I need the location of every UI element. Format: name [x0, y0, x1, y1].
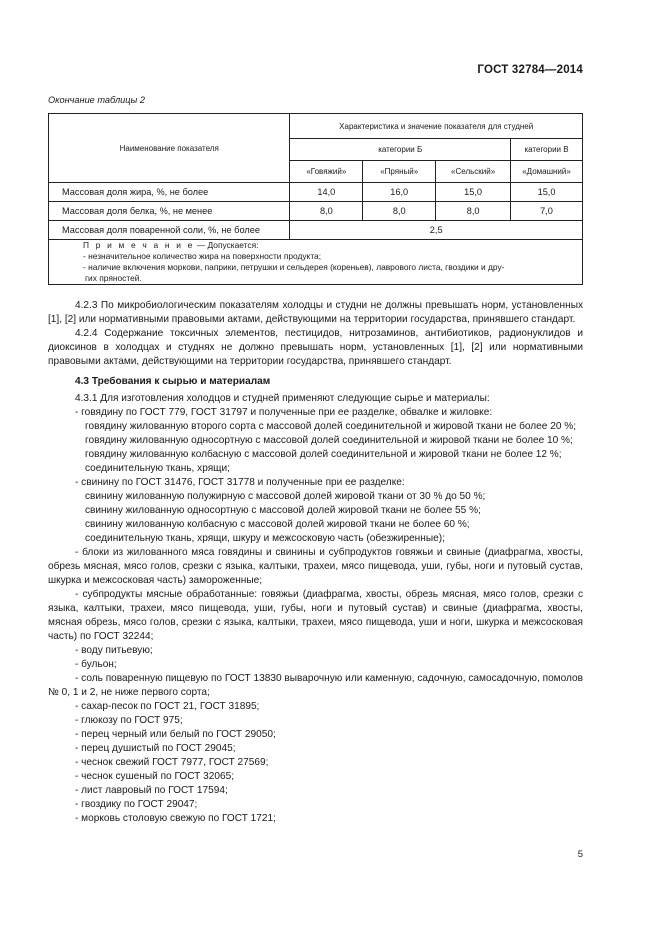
note-item-continuation: гих пряностей.: [85, 273, 142, 283]
list-item: - говядину по ГОСТ 779, ГОСТ 31797 и полученные при ее разделке, обвалке и жиловке:: [75, 407, 493, 418]
note-item: - наличие включения моркови, паприки, петрушки и сельдерея (кореньев), лаврового листа, гвоздики и дру-: [83, 262, 505, 272]
cell-value: 8,0: [290, 202, 363, 221]
cell-value: 8,0: [436, 202, 511, 221]
cell-value: 15,0: [436, 183, 511, 202]
list-item: - чеснок свежий ГОСТ 7977, ГОСТ 27569;: [75, 757, 269, 768]
table-note: [49, 240, 583, 285]
list-item: - морковь столовую свежую по ГОСТ 1721;: [75, 813, 276, 824]
list-item: - лист лавровый по ГОСТ 17594;: [75, 785, 228, 796]
list-subitem: свинину жилованную полужирную с массовой долей жировой ткани от 30 % до 50 %;: [85, 491, 486, 502]
list-item: - перец душистый по ГОСТ 29045;: [75, 743, 236, 754]
col-name-header: Наименование показателя: [49, 114, 290, 183]
row-name: Массовая доля жира, %, не более: [49, 183, 290, 202]
category-v-header: категории В: [511, 139, 583, 161]
list-subitem: соединительную ткань, хрящи;: [85, 463, 230, 474]
page-number: 5: [577, 849, 583, 860]
cell-value: 8,0: [363, 202, 436, 221]
category-b-header: категории Б: [290, 139, 511, 161]
cell-value: 7,0: [511, 202, 583, 221]
list-item: - блоки из жилованного мяса говядины и свинины и субпродуктов говяжьи и свиные (диафрагма, хвосты, обрезь мясная, мясо голов, срезки с языка, калтыки, трахеи, мясо пищевода, уши, губы, ноги и путовый сустав, шкурка и межсосковая часть) замороженные;: [48, 547, 583, 586]
standard-code: ГОСТ 32784—2014: [477, 64, 583, 76]
table-row: [49, 221, 583, 240]
note-label-rest: — Допускается:: [194, 240, 259, 250]
merged-cell-value: 2,5: [290, 221, 583, 240]
table-row: [49, 202, 583, 221]
subcategory-header: «Домашний»: [511, 161, 583, 183]
indicators-table: [48, 113, 583, 285]
list-item: - свинину по ГОСТ 31476, ГОСТ 31778 и полученные при ее разделке:: [75, 477, 405, 488]
row-name: Массовая доля белка, %, не менее: [49, 202, 290, 221]
group-header: Характеристика и значение показателя для студней: [290, 114, 583, 139]
note-heading: [49, 240, 582, 251]
paragraph-4-2-4: 4.2.4 Содержание токсичных элементов, пестицидов, нитрозаминов, антибиотиков, радионуклидов и диоксинов в холодцах и студнях не должно превышать норм, установленных [1], [2] или нормативными правовыми актами, действующими на территории государства, принявшего стандарт.: [48, 328, 583, 367]
cell-value: 16,0: [363, 183, 436, 202]
note-label: П р и м е ч а н и е: [83, 240, 195, 250]
cell-value: 14,0: [290, 183, 363, 202]
paragraph-4-3-1: 4.3.1 Для изготовления холодцов и студней применяют следующие сырье и материалы:: [75, 393, 490, 404]
list-item: - чеснок сушеный по ГОСТ 32065;: [75, 771, 235, 782]
subcategory-header: «Говяжий»: [290, 161, 363, 183]
list-item: - бульон;: [75, 659, 117, 670]
subcategory-header: «Сельский»: [436, 161, 511, 183]
subcategory-header: «Пряный»: [363, 161, 436, 183]
section-title: 4.3 Требования к сырью и материалам: [75, 376, 271, 387]
list-subitem: свинину жилованную односортную с массовой долей жировой ткани не более 55 %;: [85, 505, 481, 516]
list-item: - субпродукты мясные обработанные: говяжьи (диафрагма, хвосты, обрезь мясная, мясо голов, срезки с языка, калтыки, трахеи, мясо пищевода, уши, губы, ноги и путовый сустав) и свиные (диафрагма, хвосты, мясная обрезь, мясо голов, срезки с языка, калтыки, трахеи, мясо пищевода, уши и ноги, шкурка и межсосковая часть) по ГОСТ 32244;: [48, 589, 583, 642]
list-item: - сахар-песок по ГОСТ 21, ГОСТ 31895;: [75, 701, 260, 712]
list-item: - воду питьевую;: [75, 645, 153, 656]
list-item: - перец черный или белый по ГОСТ 29050;: [75, 729, 276, 740]
note-item: - незначительное количество жира на поверхности продукта;: [83, 251, 322, 261]
table-caption: Окончание таблицы 2: [48, 95, 145, 105]
list-subitem: говядину жилованную второго сорта с массовой долей соединительной и жировой ткани не более 20 %;: [85, 421, 577, 432]
cell-value: 15,0: [511, 183, 583, 202]
list-item: - глюкозу по ГОСТ 975;: [75, 715, 183, 726]
list-subitem: соединительную ткань, хрящи, шкуру и межсосковую часть (обезжиренные);: [85, 533, 445, 544]
row-name: Массовая доля поваренной соли, %, не более: [49, 221, 290, 240]
list-subitem: свинину жилованную колбасную с массовой долей жировой ткани не более 60 %;: [85, 519, 470, 530]
paragraph-4-2-3: 4.2.3 По микробиологическим показателям холодцы и студни не должны превышать норм, установленных [1], [2] или нормативными правовыми актами, действующими на территории государства, принявшего стандарт.: [48, 300, 583, 325]
list-subitem: говядину жилованную односортную с массовой долей соединительной и жировой ткани не более 10 %;: [85, 435, 573, 446]
list-subitem: говядину жилованную колбасную с массовой долей соединительной и жировой ткани не более 12 %;: [85, 449, 562, 460]
document-body: [48, 299, 583, 826]
table-row: [49, 183, 583, 202]
list-item: - гвоздику по ГОСТ 29047;: [75, 799, 198, 810]
list-item: - соль поваренную пищевую по ГОСТ 13830 выварочную или каменную, садочную, самосадочную, помолов № 0, 1 и 2, не ниже первого сорта;: [48, 673, 583, 698]
